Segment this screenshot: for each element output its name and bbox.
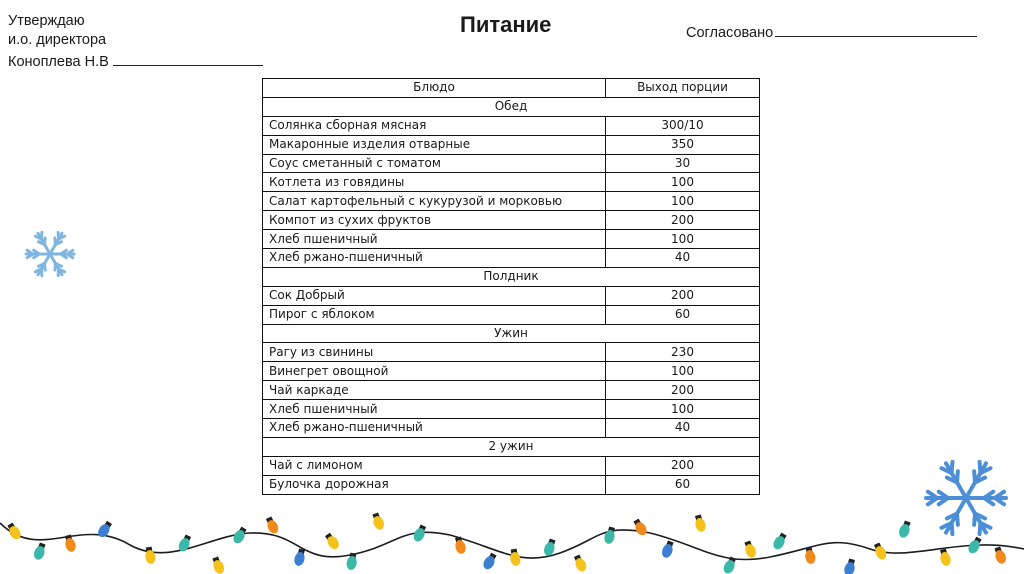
- dish-name: Хлеб ржано-пшеничный: [263, 249, 606, 268]
- section-row: [263, 267, 760, 286]
- agreed-label: Согласовано: [686, 25, 774, 41]
- dish-name: Чай каркаде: [263, 381, 606, 400]
- section-title: 2 ужин: [263, 437, 760, 456]
- agreed-signature-line: [775, 22, 977, 37]
- approver-name: Коноплева Н.В: [8, 54, 109, 70]
- garland-bulb: [872, 542, 888, 562]
- portion-value: 200: [606, 211, 760, 230]
- table-row: [263, 230, 760, 249]
- garland-bulb: [693, 514, 707, 533]
- garland-bulb: [211, 556, 226, 574]
- garland-bulb: [144, 546, 157, 564]
- section-title: Полдник: [263, 267, 760, 286]
- dish-name: Солянка сборная мясная: [263, 116, 606, 135]
- agreed-block: [686, 22, 977, 41]
- table-row: [263, 249, 760, 268]
- garland-bulb: [323, 532, 341, 552]
- portion-value: 30: [606, 154, 760, 173]
- garland-bulb: [6, 522, 23, 542]
- dish-name: Сок Добрый: [263, 286, 606, 305]
- column-header-portion: Выход порции: [606, 79, 760, 98]
- portion-value: 40: [606, 419, 760, 438]
- garland-bulb: [632, 518, 649, 538]
- dish-name: Винегрет овощной: [263, 362, 606, 381]
- table-row: [263, 381, 760, 400]
- approval-block: [8, 12, 263, 72]
- dish-name: Пирог с яблоком: [263, 305, 606, 324]
- portion-value: 200: [606, 456, 760, 475]
- page-title: Питание: [460, 12, 552, 37]
- dish-name: Соус сметанный с томатом: [263, 154, 606, 173]
- garland-bulb: [743, 540, 758, 559]
- table-row: [263, 116, 760, 135]
- dish-name: Компот из сухих фруктов: [263, 211, 606, 230]
- portion-value: 40: [606, 249, 760, 268]
- dish-name: Макаронные изделия отварные: [263, 135, 606, 154]
- section-row: [263, 324, 760, 343]
- portion-value: 200: [606, 286, 760, 305]
- dish-name: Салат картофельный с кукурузой и морковью: [263, 192, 606, 211]
- section-row: [263, 97, 760, 116]
- table-row: [263, 173, 760, 192]
- garland-bulb: [897, 520, 912, 539]
- approval-line-1: Утверждаю: [8, 13, 85, 29]
- snowflake-icon: [22, 226, 78, 282]
- table-row: [263, 154, 760, 173]
- signature-line: [113, 50, 263, 66]
- table-row: [263, 211, 760, 230]
- garland-bulb: [938, 548, 952, 567]
- portion-value: 300/10: [606, 116, 760, 135]
- table-row: [263, 286, 760, 305]
- dish-name: Хлеб пшеничный: [263, 400, 606, 419]
- garland-bulb: [771, 532, 788, 552]
- garland-bulb: [481, 552, 498, 572]
- portion-value: 100: [606, 400, 760, 419]
- garland-bulb: [371, 512, 386, 531]
- portion-value: 350: [606, 135, 760, 154]
- table-row: [263, 305, 760, 324]
- column-header-dish: Блюдо: [263, 79, 606, 98]
- table-row: [263, 135, 760, 154]
- portion-value: 200: [606, 381, 760, 400]
- garland-bulb: [993, 546, 1008, 565]
- garland-bulb: [603, 526, 617, 545]
- garland-bulb: [32, 542, 47, 561]
- garland-bulb: [843, 558, 857, 574]
- table-row: [263, 456, 760, 475]
- garland-bulb: [572, 554, 588, 574]
- dish-name: Котлета из говядины: [263, 173, 606, 192]
- portion-value: 230: [606, 343, 760, 362]
- table-row: [263, 362, 760, 381]
- garland-bulb: [293, 548, 307, 567]
- portion-value: 100: [606, 173, 760, 192]
- dish-name: Рагу из свинины: [263, 343, 606, 362]
- approval-line-3: [8, 50, 263, 72]
- dish-name: Хлеб пшеничный: [263, 230, 606, 249]
- menu-table: [262, 78, 760, 495]
- section-title: Ужин: [263, 324, 760, 343]
- garland-lights-icon: [0, 505, 1024, 574]
- garland-bulb: [660, 540, 675, 559]
- portion-value: 100: [606, 230, 760, 249]
- dish-name: Чай с лимоном: [263, 456, 606, 475]
- dish-name: Хлеб ржано-пшеничный: [263, 419, 606, 438]
- table-row: [263, 192, 760, 211]
- portion-value: 100: [606, 362, 760, 381]
- table-header-row: [263, 79, 760, 98]
- portion-value: 100: [606, 192, 760, 211]
- dish-name: Булочка дорожная: [263, 475, 606, 494]
- table-row: [263, 475, 760, 494]
- garland-bulb: [509, 548, 522, 566]
- section-row: [263, 437, 760, 456]
- portion-value: 60: [606, 475, 760, 494]
- table-row: [263, 419, 760, 438]
- garland-bulb: [264, 516, 280, 536]
- table-row: [263, 343, 760, 362]
- approval-line-2: и.о. директора: [8, 32, 107, 48]
- portion-value: 60: [606, 305, 760, 324]
- table-row: [263, 400, 760, 419]
- section-title: Обед: [263, 97, 760, 116]
